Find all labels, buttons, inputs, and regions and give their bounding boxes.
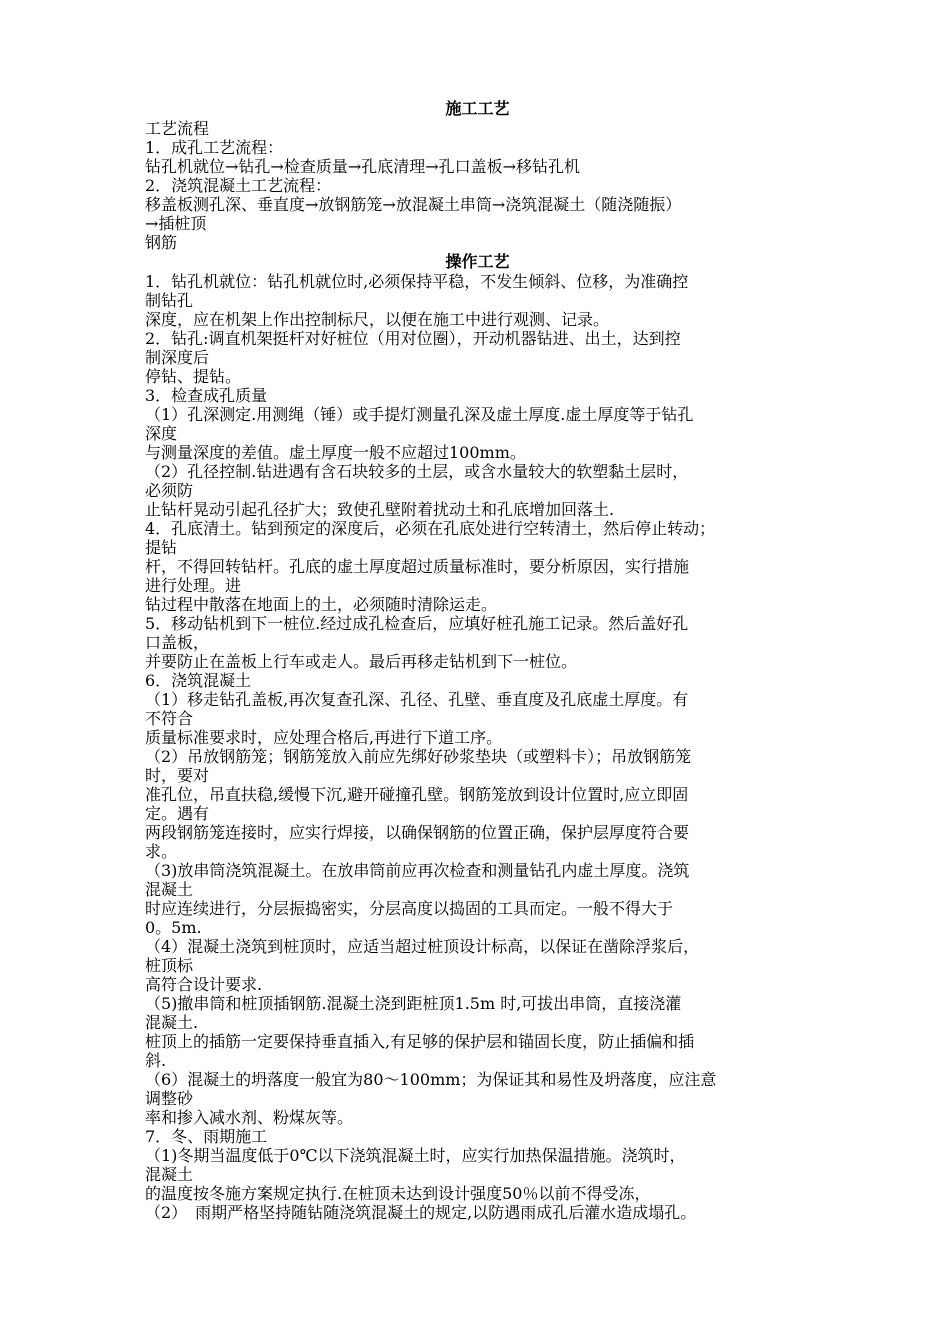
text-line: 时，要对	[145, 766, 210, 785]
text-line: →插桩顶	[145, 214, 207, 233]
process-section	[145, 119, 810, 252]
text-line: 口盖板，	[145, 633, 210, 652]
text-line: （5)撤串筒和桩顶插钢筋.混凝土浇到距桩顶1.5m 时,可拔出串筒，直接浇灌	[145, 994, 682, 1013]
text-line: 进行处理。进	[145, 576, 242, 595]
text-line: 6．浇筑混凝土	[145, 671, 252, 690]
text-line: 并要防止在盖板上行车或走人。最后再移走钻机到下一桩位。	[145, 652, 578, 671]
text-line: 深度	[145, 424, 178, 443]
text-line: （1）孔深测定.用测绳（锤）或手提灯测量孔深及虚土厚度.虚土厚度等于钻孔	[145, 405, 694, 424]
text-line: 1．成孔工艺流程：	[145, 138, 284, 157]
text-line: 高符合设计要求.	[145, 975, 263, 994]
text-line: 2．浇筑混凝土工艺流程：	[145, 176, 332, 195]
text-line: （1）移走钻孔盖板,再次复查孔深、孔径、孔壁、垂直度及孔底虚土厚度。有	[145, 690, 689, 709]
text-line: （4）混凝土浇筑到桩顶时，应适当超过桩顶设计标高，以保证在凿除浮浆后，	[145, 937, 700, 956]
text-line: 制钻孔	[145, 291, 194, 310]
text-line: 混凝土	[145, 1165, 194, 1184]
text-line: 深度，应在机架上作出控制标尺，以便在施工中进行观测、记录。	[145, 310, 610, 329]
text-line: 两段钢筋笼连接时，应实行焊接，以确保钢筋的位置正确，保护层厚度符合要	[145, 823, 690, 842]
text-line: 准孔位，吊直扶稳,缓慢下沉,避开碰撞孔壁。钢筋笼放到设计位置时,应立即固	[145, 785, 689, 804]
text-line: 2．钻孔:调直机架挺杆对好桩位（用对位圈），开动机器钻进、出土，达到控	[145, 329, 681, 348]
text-line: 桩顶标	[145, 956, 194, 975]
text-line: 杆，不得回转钻杆。孔底的虚土厚度超过质量标准时，要分析原因，实行措施	[145, 557, 690, 576]
text-line: 4．孔底清土。钻到预定的深度后，必须在孔底处进行空转清土，然后停止转动；	[145, 519, 716, 538]
text-line: 时应连续进行，分层振捣密实，分层高度以捣固的工具而定。一般不得大于	[145, 899, 674, 918]
text-line: 止钻杆晃动引起孔径扩大；致使孔壁附着扰动土和孔底增加回落土.	[145, 500, 615, 519]
text-line: 提钻	[145, 538, 178, 557]
text-line: 钢筋	[145, 233, 178, 252]
text-line: 定。遇有	[145, 804, 210, 823]
text-line: 率和掺入减水剂、粉煤灰等。	[145, 1108, 354, 1127]
text-line: 必须防	[145, 481, 194, 500]
text-line: （2）孔径控制.钻进遇有含石块较多的土层，或含水量较大的软塑黏土层时，	[145, 462, 689, 481]
text-line: （2） 雨期严格坚持随钻随浇筑混凝土的规定,以防遇雨成孔后灌水造成塌孔。	[145, 1203, 697, 1222]
section-title-operation-process: 操作工艺	[445, 252, 510, 271]
text-line: 混凝土	[145, 880, 194, 899]
text-line: 质量标准要求时，应处理合格后,再进行下道工序。	[145, 728, 503, 747]
document-page	[145, 99, 810, 1222]
text-line: 混凝土.	[145, 1013, 199, 1032]
text-line: 的温度按冬施方案规定执行.在桩顶未达到设计强度50％以前不得受冻，	[145, 1184, 651, 1203]
text-line: 3．检查成孔质量	[145, 386, 268, 405]
text-line: 与测量深度的差值。虚土厚度一般不应超过100mm。	[145, 443, 526, 462]
text-line: 制深度后	[145, 348, 210, 367]
text-line: 1．钻孔机就位：钻孔机就位时,必须保持平稳，不发生倾斜、位移，为准确控	[145, 272, 689, 291]
text-line: 移盖板测孔深、垂直度→放钢筋笼→放混凝土串筒→浇筑混凝土（随浇随振）	[145, 195, 682, 214]
text-line: 钻过程中散落在地面上的土，必须随时清除运走。	[145, 595, 498, 614]
text-line: 7．冬、雨期施工	[145, 1127, 268, 1146]
text-line: 停钻、提钻。	[145, 367, 242, 386]
section-title-construction-process: 施工工艺	[445, 99, 510, 118]
operation-section	[145, 272, 810, 1222]
text-line: 工艺流程	[145, 119, 210, 138]
text-line: （3)放串筒浇筑混凝土。在放串筒前应再次检查和测量钻孔内虚土厚度。浇筑	[145, 861, 690, 880]
text-line: （2）吊放钢筋笼；钢筋笼放入前应先绑好砂浆垫块（或塑料卡）；吊放钢筋笼	[145, 747, 692, 766]
text-line: （1)冬期当温度低于0℃以下浇筑混凝土时，应实行加热保温措施。浇筑时，	[145, 1146, 686, 1165]
text-line: 0。5m.	[145, 918, 202, 937]
text-line: 求。	[145, 842, 178, 861]
text-line: 调整砂	[145, 1089, 194, 1108]
text-line: 5．移动钻机到下一桩位.经过成孔检查后，应填好桩孔施工记录。然后盖好孔	[145, 614, 689, 633]
text-line: 不符合	[145, 709, 194, 728]
text-line: （6）混凝土的坍落度一般宜为80～100mm；为保证其和易性及坍落度，应注意	[145, 1070, 717, 1089]
text-line: 桩顶上的插筋一定要保持垂直插入,有足够的保护层和锚固长度，防止插偏和插	[145, 1032, 695, 1051]
text-line: 斜.	[145, 1051, 167, 1070]
text-line: 钻孔机就位→钻孔→检查质量→孔底清理→孔口盖板→移钻孔机	[145, 157, 581, 176]
